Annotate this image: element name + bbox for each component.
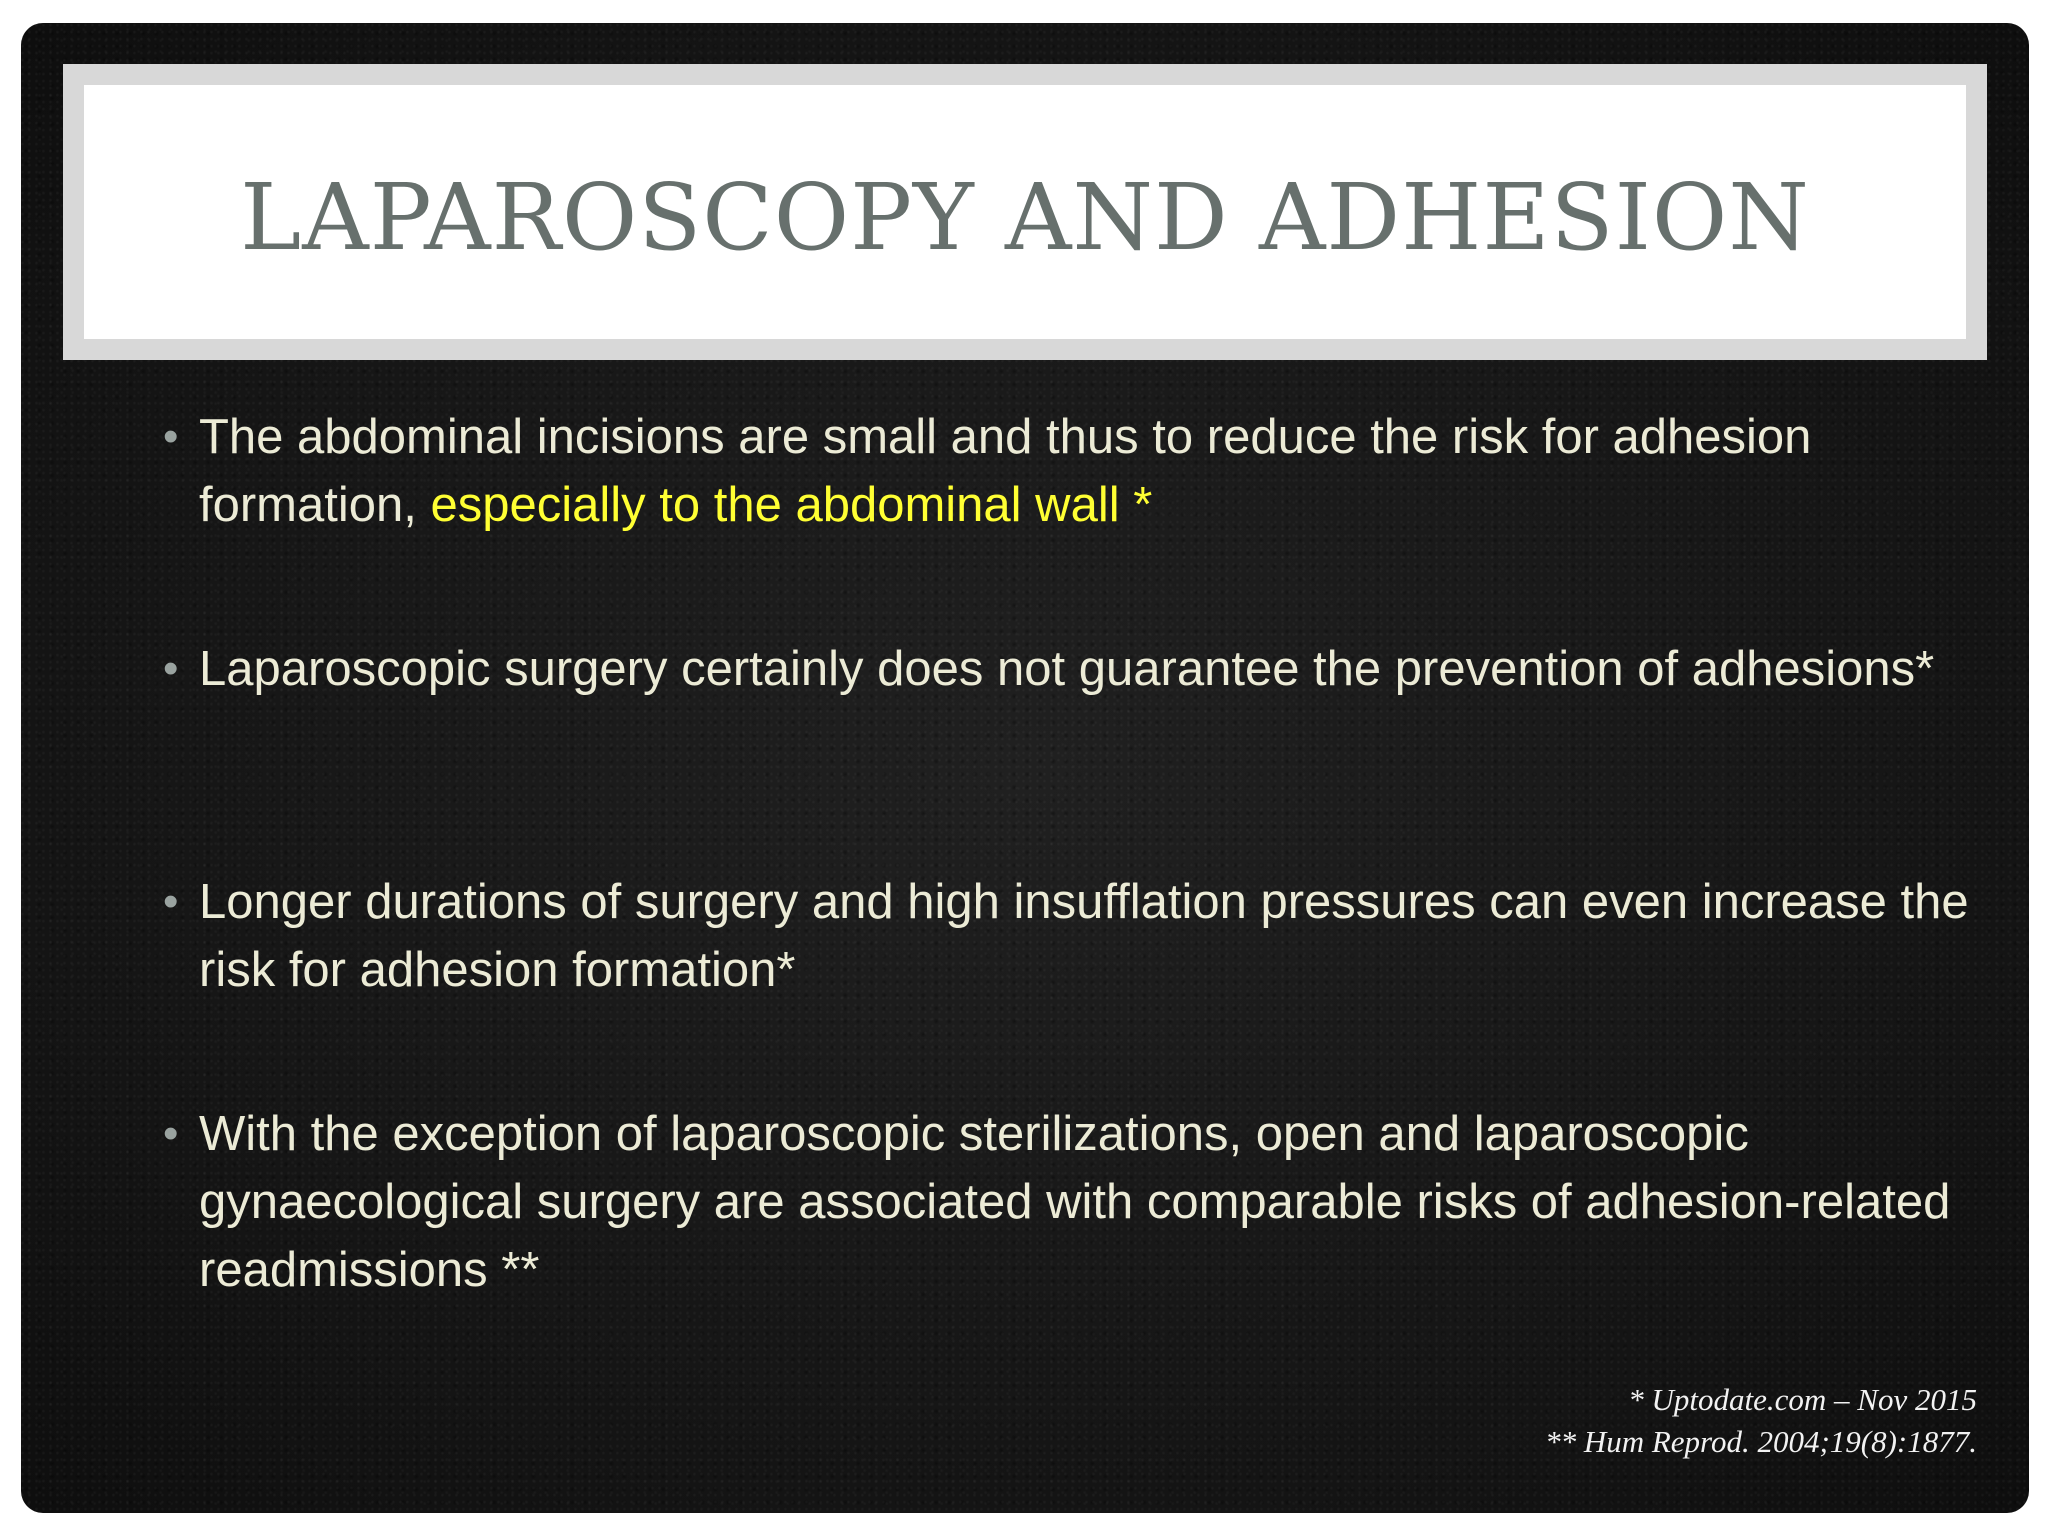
references bbox=[1545, 1379, 1977, 1463]
bullet-marker: • bbox=[163, 412, 179, 461]
bullet-marker: • bbox=[163, 644, 179, 693]
bullet-highlight-text: especially to the abdominal wall * bbox=[430, 478, 1153, 532]
bullet-item bbox=[163, 1100, 1969, 1304]
bullet-item bbox=[163, 635, 1969, 703]
bullet-marker: • bbox=[163, 877, 179, 926]
bullet-text: Laparoscopic surgery certainly does not guarantee the prevention of adhesions* bbox=[199, 642, 1935, 696]
bullet-item bbox=[163, 868, 1969, 1004]
bullet-list bbox=[21, 23, 2029, 1513]
slide bbox=[21, 23, 2029, 1513]
bullet-text: Longer durations of surgery and high insufflation pressures can even increase the risk for adhesion formation* bbox=[199, 875, 1969, 997]
bullet-item bbox=[163, 403, 1969, 539]
bullet-marker: • bbox=[163, 1109, 179, 1158]
reference-1: * Uptodate.com – Nov 2015 bbox=[1628, 1382, 1977, 1417]
bullet-text: With the exception of laparoscopic sterilizations, open and laparoscopic gynaecological surgery are associated with comparable risks of adhesion-related readmissions ** bbox=[199, 1107, 1951, 1297]
reference-2: ** Hum Reprod. 2004;19(8):1877. bbox=[1545, 1424, 1977, 1459]
bullet-text: The abdominal incisions are small and thus to reduce the risk for adhesion formation, bbox=[199, 410, 1812, 532]
slide-title: LAPAROSCOPY AND ADHESION bbox=[240, 163, 1810, 271]
